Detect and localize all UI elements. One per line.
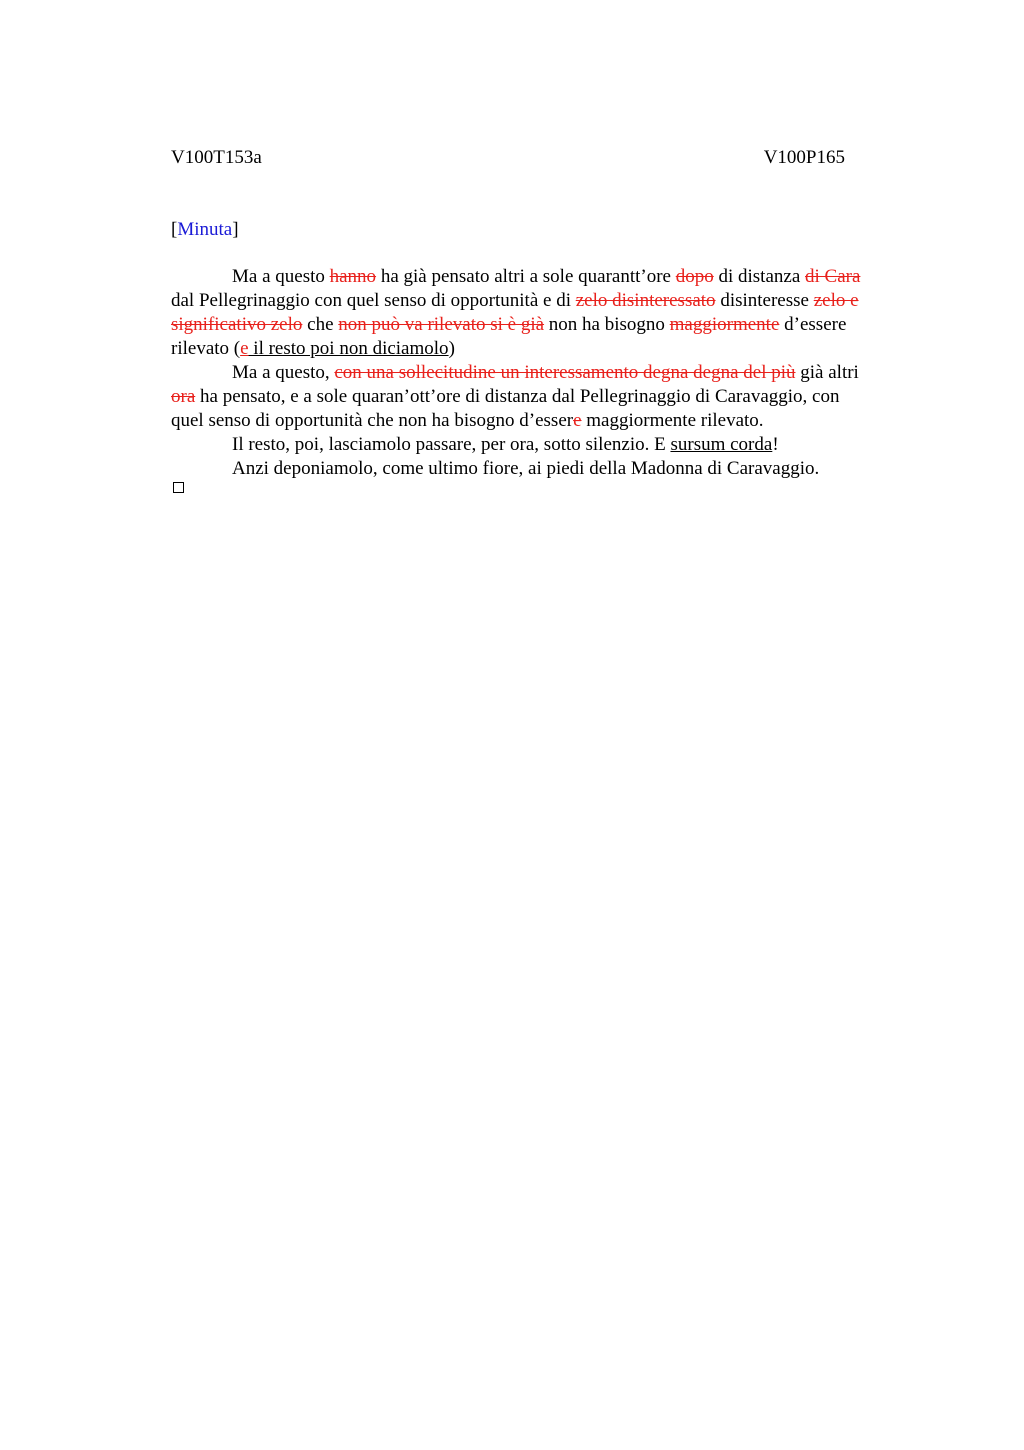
- text-run: Ma a questo,: [232, 362, 335, 383]
- paragraph-1-continued: [171, 289, 914, 361]
- text-run: maggiormente rilevato.: [581, 410, 764, 431]
- deleted-text: con una sollecitudine un interessamento degna degna del più: [334, 362, 796, 383]
- deleted-text: maggiormente: [669, 314, 780, 335]
- body-text: [171, 265, 914, 481]
- document-code-right: V100P165: [763, 147, 845, 168]
- paragraph-1-line-2: [171, 289, 914, 313]
- text-run: ): [448, 338, 455, 359]
- deleted-text: significativo zelo: [171, 314, 303, 335]
- paragraph-2-continued: [171, 385, 914, 433]
- deleted-text: non può va rilevato si è già: [338, 314, 545, 335]
- deleted-text: hanno: [329, 266, 377, 287]
- paragraph-1-line-4: [171, 337, 914, 361]
- deleted-text: di Cara: [805, 266, 861, 287]
- label-text: Minuta: [177, 219, 233, 240]
- text-run: già altri: [795, 362, 859, 383]
- text-run: d’essere: [779, 314, 847, 335]
- text-run: di distanza: [713, 266, 806, 287]
- text-run: non ha bisogno: [544, 314, 670, 335]
- underlined-text: sursum corda: [670, 434, 773, 455]
- label-close-bracket: ]: [232, 219, 239, 240]
- paragraph-2: [171, 361, 914, 385]
- text-run: rilevato (: [171, 338, 241, 359]
- text-run: disinteresse: [715, 290, 814, 311]
- text-run: che: [302, 314, 339, 335]
- label-open-bracket: [: [171, 219, 178, 240]
- text-run: ha già pensato altri a sole quarantt’ore: [376, 266, 676, 287]
- text-run: Il resto, poi, lasciamolo passare, per ora, sotto silenzio. E: [232, 434, 671, 455]
- paragraph-1-line-3: [171, 313, 914, 337]
- square-box-icon: [173, 482, 184, 493]
- text-run: !: [772, 434, 779, 455]
- minuta-label: [171, 219, 239, 241]
- underlined-text: il resto poi non diciamolo: [248, 338, 449, 359]
- text-run: Anzi deponiamolo, come ultimo fiore, ai piedi della Madonna di Caravaggio.: [232, 458, 820, 479]
- deleted-text: e: [573, 410, 582, 431]
- paragraph-2-line-1: [171, 361, 914, 385]
- paragraph-1: [171, 265, 914, 289]
- paragraph-2-line-3: [171, 409, 914, 433]
- text-run: Ma a questo: [232, 266, 330, 287]
- deleted-text: zelo e: [813, 290, 859, 311]
- paragraph-2-line-2: [171, 385, 914, 409]
- text-run: ha pensato, e a sole quaran’ott’ore di distanza dal Pellegrinaggio di Caravaggio, con: [195, 386, 840, 407]
- deleted-text: zelo disinteressato: [575, 290, 716, 311]
- text-run: quel senso di opportunità che non ha bisogno d’esser: [171, 410, 574, 431]
- paragraph-3: [171, 433, 914, 457]
- paragraph-4: [171, 457, 914, 481]
- deleted-text: e: [240, 338, 249, 359]
- deleted-text: ora: [171, 386, 196, 407]
- text-run: dal Pellegrinaggio con quel senso di opportunità e di: [171, 290, 576, 311]
- paragraph-1-line-1: [171, 265, 914, 289]
- document-code-left: V100T153a: [171, 147, 262, 168]
- deleted-text: dopo: [675, 266, 714, 287]
